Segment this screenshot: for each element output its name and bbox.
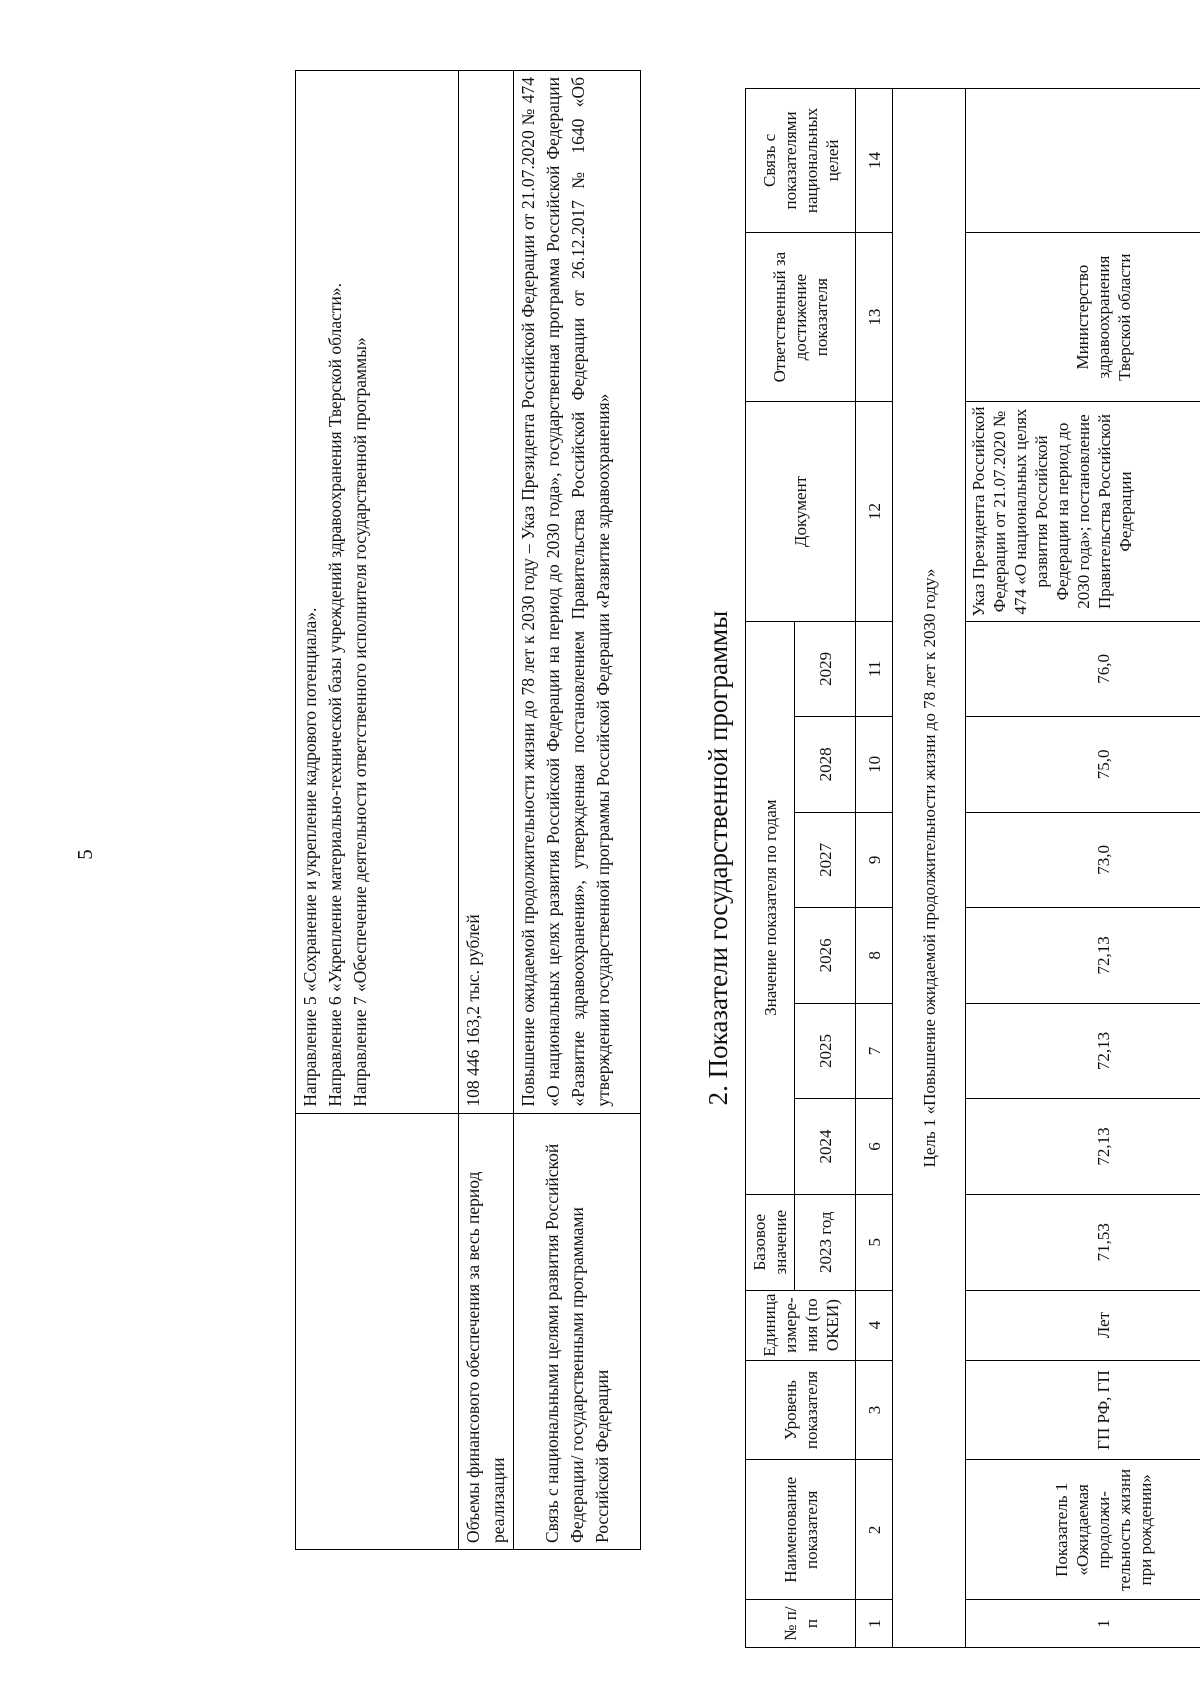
header-link: Связь с показателями национальных целей	[746, 89, 856, 233]
row-document: Указ Президента Российской Федерации от 21.07.2020 № 474 «О национальных целях развития Российской Федерации на период до 2030 года»; постановление Правительства Российской Федерации	[966, 402, 1200, 621]
row-no: 1	[966, 1600, 1200, 1648]
header-base: Базовое значение	[746, 1194, 795, 1290]
passport-row-directions	[296, 71, 459, 1550]
column-number: 11	[856, 621, 893, 717]
indicators-table	[745, 88, 1200, 1648]
table-row	[966, 89, 1200, 1648]
column-number: 12	[856, 402, 893, 621]
row-name: Показатель 1 «Ожидаемая продолжи-тельность жизни при рождении»	[966, 1460, 1200, 1600]
passport-links-label: Связь с национальными целями развития Российской Федерации/ государственными программами Российской Федерации	[514, 1113, 641, 1549]
row-level: ГП РФ, ГП	[966, 1360, 1200, 1460]
row-value: 72,13	[966, 908, 1200, 1004]
column-number: 10	[856, 717, 893, 813]
sheet-content	[155, 68, 1200, 1648]
column-number: 2	[856, 1460, 893, 1600]
column-number: 6	[856, 1099, 893, 1195]
row-base: 71,53	[966, 1194, 1200, 1290]
header-year: 2025	[795, 1003, 856, 1099]
header-year: 2028	[795, 717, 856, 813]
header-year: 2024	[795, 1099, 856, 1195]
column-number: 14	[856, 89, 893, 233]
header-year: 2026	[795, 908, 856, 1004]
row-link	[966, 89, 1200, 233]
rotated-sheet	[155, 68, 1200, 1648]
passport-finance-label: Объемы финансового обеспечения за весь период реализации	[459, 1113, 514, 1549]
passport-finance-value: 108 446 163,2 тыс. рублей	[459, 71, 514, 1114]
row-value: 75,0	[966, 717, 1200, 813]
column-number: 8	[856, 908, 893, 1004]
row-value: 73,0	[966, 812, 1200, 908]
column-numbers-row	[856, 89, 893, 1648]
column-number: 7	[856, 1003, 893, 1099]
passport-directions: Направление 5 «Сохранение и укрепление кадрового потенциала». Направление 6 «Укрепление материально-технической базы учреждений здравоохранения Тверской области». Направление 7 «Обеспечение деятельности ответственного исполнителя государственной программы»	[296, 71, 459, 1114]
column-number: 4	[856, 1290, 893, 1360]
row-value: 72,13	[966, 1003, 1200, 1099]
header-responsible: Ответственный за достижение показателя	[746, 232, 856, 402]
page-number: 5	[72, 849, 97, 860]
header-document: Документ	[746, 402, 856, 621]
header-year: 2027	[795, 812, 856, 908]
column-number: 3	[856, 1360, 893, 1460]
header-base-year: 2023 год	[795, 1194, 856, 1290]
goal-row	[893, 89, 966, 1648]
goal-title: Цель 1 «Повышение ожидаемой продолжительности жизни до 78 лет к 2030 году»	[893, 89, 966, 1648]
header-name: Наименование показателя	[746, 1460, 856, 1600]
row-value: 76,0	[966, 621, 1200, 717]
header-level: Уровень показателя	[746, 1360, 856, 1460]
passport-row-finance	[459, 71, 514, 1550]
column-number: 5	[856, 1194, 893, 1290]
header-unit: Единица измере-ния (по ОКЕИ)	[746, 1290, 856, 1360]
passport-links-value: Повышение ожидаемой продолжительности жизни до 78 лет к 2030 году – Указ Президента Российской Федерации от 21.07.2020 № 474 «О национальных целях развития Российской Федерации на период до 2030 года», государственная программа Российской Федерации «Развитие здравоохранения», утвержденная постановлением Правительства Российской Федерации от 26.12.2017 № 1640 «Об утверждении государственной программы Российской Федерации «Развитие здравоохранения»	[514, 71, 641, 1114]
column-number: 9	[856, 812, 893, 908]
passport-row-links	[514, 71, 641, 1550]
passport-empty-label	[296, 1113, 459, 1549]
header-year: 2029	[795, 621, 856, 717]
column-number: 1	[856, 1600, 893, 1648]
header-no: № п/п	[746, 1600, 856, 1648]
passport-table	[295, 70, 641, 1550]
header-values-by-year: Значение показателя по годам	[746, 621, 795, 1194]
column-number: 13	[856, 232, 893, 402]
row-unit: Лет	[966, 1290, 1200, 1360]
header-row-1	[746, 89, 795, 1648]
row-responsible: Министерство здравоохранения Тверской области	[966, 232, 1200, 402]
row-value: 72,13	[966, 1099, 1200, 1195]
section-title: 2. Показатели государственной программы	[703, 610, 733, 1106]
